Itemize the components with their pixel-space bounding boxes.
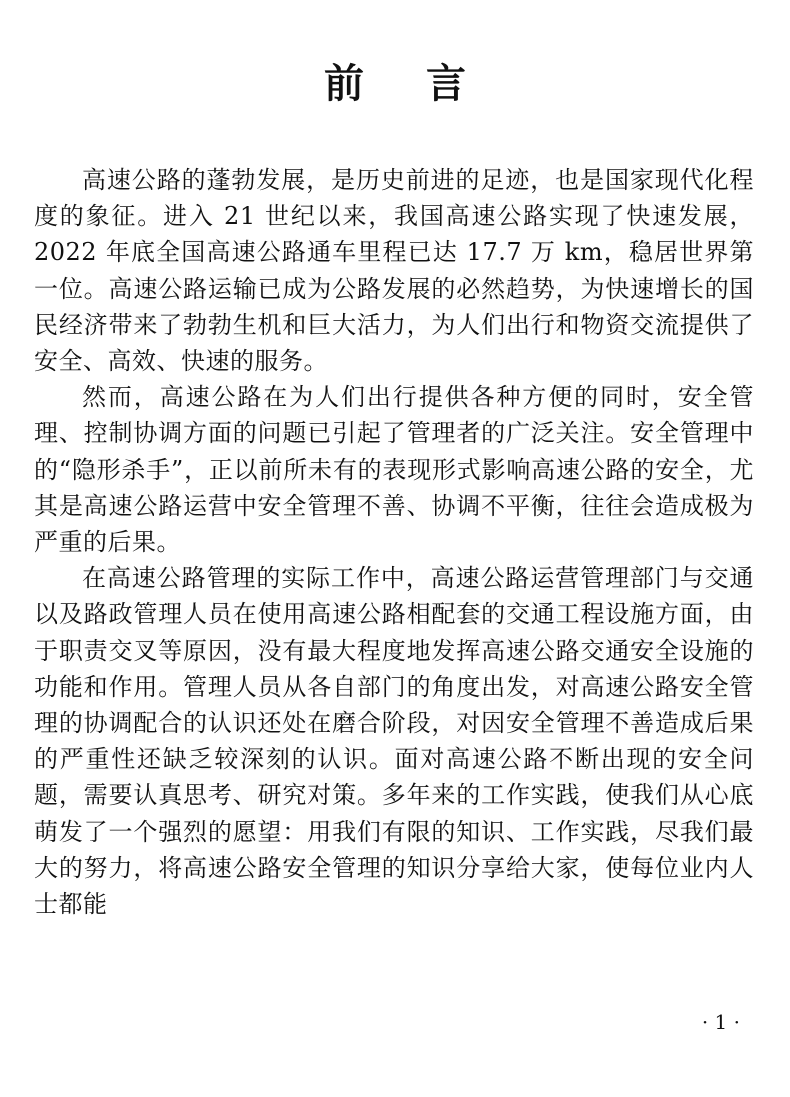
paragraph-3: 在高速公路管理的实际工作中，高速公路运营管理部门与交通以及路政管理人员在使用高速公路相配套的交通工程设施方面，由于职责交叉等原因，没有最大程度地发挥高速公路交通安全设施的功能和作用。管理人员从各自部门的角度出发，对高速公路安全管理的协调配合的认识还处在磨合阶段，对因安全管理不善造成后果的严重性还缺乏较深刻的认识。面对高速公路不断出现的安全问题，需要认真思考、研究对策。多年来的工作实践，使我们从心底萌发了一个强烈的愿望：用我们有限的知识、工作实践，尽我们最大的努力，将高速公路安全管理的知识分享给大家，使每位业内人士都能: [34, 564, 754, 919]
paragraph-1: 高速公路的蓬勃发展，是历史前进的足迹，也是国家现代化程度的象征。进入 21 世纪以来，我国高速公路实现了快速发展，2022 年底全国高速公路通车里程已达 17.7 万 km，稳居世界第一位。高速公路运输已成为公路发展的必然趋势，为快速增长的国民经济带来了勃勃生机和巨大活力，为人们出行和物资交流提供了安全、高效、快速的服务。: [34, 166, 754, 376]
body-text: [34, 162, 754, 922]
paragraph-2: 然而，高速公路在为人们出行提供各种方便的同时，安全管理、控制协调方面的问题已引起了管理者的广泛关注。安全管理中的“隐形杀手”，正以前所未有的表现形式影响高速公路的安全，尤其是高速公路运营中安全管理不善、协调不平衡，往往会造成极为严重的后果。: [34, 383, 754, 557]
page-title: 前言: [324, 61, 528, 107]
page-number: · 1 ·: [701, 1010, 740, 1034]
